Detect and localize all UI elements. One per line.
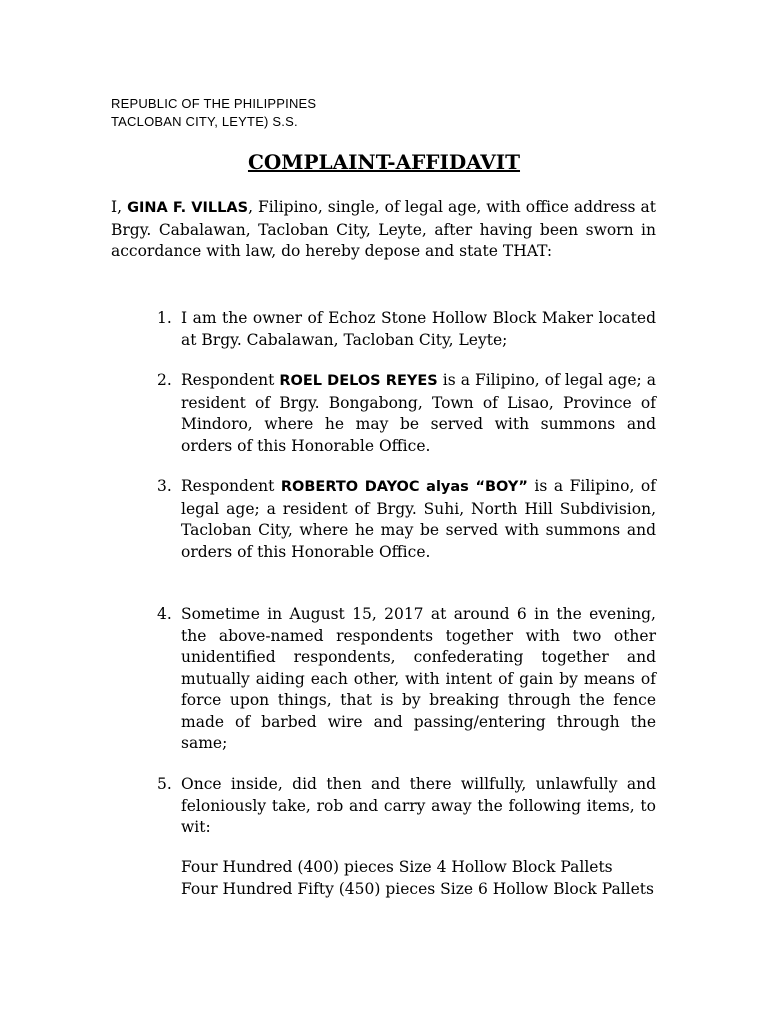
stolen-item: Four Hundred Fifty (450) pieces Size 6 Hollow Block Pallets <box>181 879 654 898</box>
item-text-pre: Respondent <box>181 477 281 495</box>
respondent-name: ROBERTO DAYOC alyas “BOY” <box>280 479 528 495</box>
list-item-4 <box>157 604 656 755</box>
item-number: 4. <box>157 605 172 623</box>
item-text-post: is a Filipino, of legal age; a resident of Brgy. Suhi, North Hill Subdivision, Tacloban City, where he may be served with summons and orders of this Honorable Office. <box>181 477 656 561</box>
list-item-1 <box>157 308 656 351</box>
item-text: Once inside, did then and there willfully, unlawfully and feloniously take, rob and carry away the following items, to wit: <box>181 775 656 836</box>
document-title: COMPLAINT-AFFIDAVIT <box>247 150 521 174</box>
affiant-name: GINA F. VILLAS <box>127 200 249 216</box>
list-item-2 <box>157 370 656 457</box>
item-text-pre: Respondent <box>181 371 280 389</box>
item-number: 5. <box>157 775 172 793</box>
header-line-2: TACLOBAN CITY, LEYTE) S.S. <box>111 114 298 129</box>
stolen-item: Four Hundred (400) pieces Size 4 Hollow Block Pallets <box>181 858 613 876</box>
header-line-1: REPUBLIC OF THE PHILIPPINES <box>111 96 317 111</box>
item-number: 2. <box>157 371 172 389</box>
item-number: 3. <box>157 477 172 495</box>
intro-pre: I, <box>111 198 123 216</box>
item-text <box>181 370 656 457</box>
intro-rest: , Filipino, single, of legal age, with office address at Brgy. Cabalawan, Tacloban City, Leyte, after having been sworn in accordance with law, do hereby depose and state THAT: <box>111 198 656 260</box>
list-item-5 <box>157 774 656 839</box>
item-text: I am the owner of Echoz Stone Hollow Block Maker located at Brgy. Cabalawan, Tacloban City, Leyte; <box>181 309 656 349</box>
item-text <box>181 476 656 563</box>
item-text: Sometime in August 15, 2017 at around 6 in the evening, the above-named respondents together with two other unidentified respondents, confederating together and mutually aiding each other, with intent of gain by means of force upon things, that is by breaking through the fence made of barbed wire and passing/entering through the same; <box>181 605 656 752</box>
respondent-name: ROEL DELOS REYES <box>279 373 438 389</box>
item-text-post: is a Filipino, of legal age; a resident of Brgy. Bongabong, Town of Lisao, Province of Mindoro, where he may be served with summons and orders of this Honorable Office. <box>181 371 656 455</box>
stolen-items-list <box>181 857 656 900</box>
intro-paragraph <box>111 197 656 263</box>
list-item-3 <box>157 476 656 563</box>
item-number: 1. <box>157 309 172 327</box>
